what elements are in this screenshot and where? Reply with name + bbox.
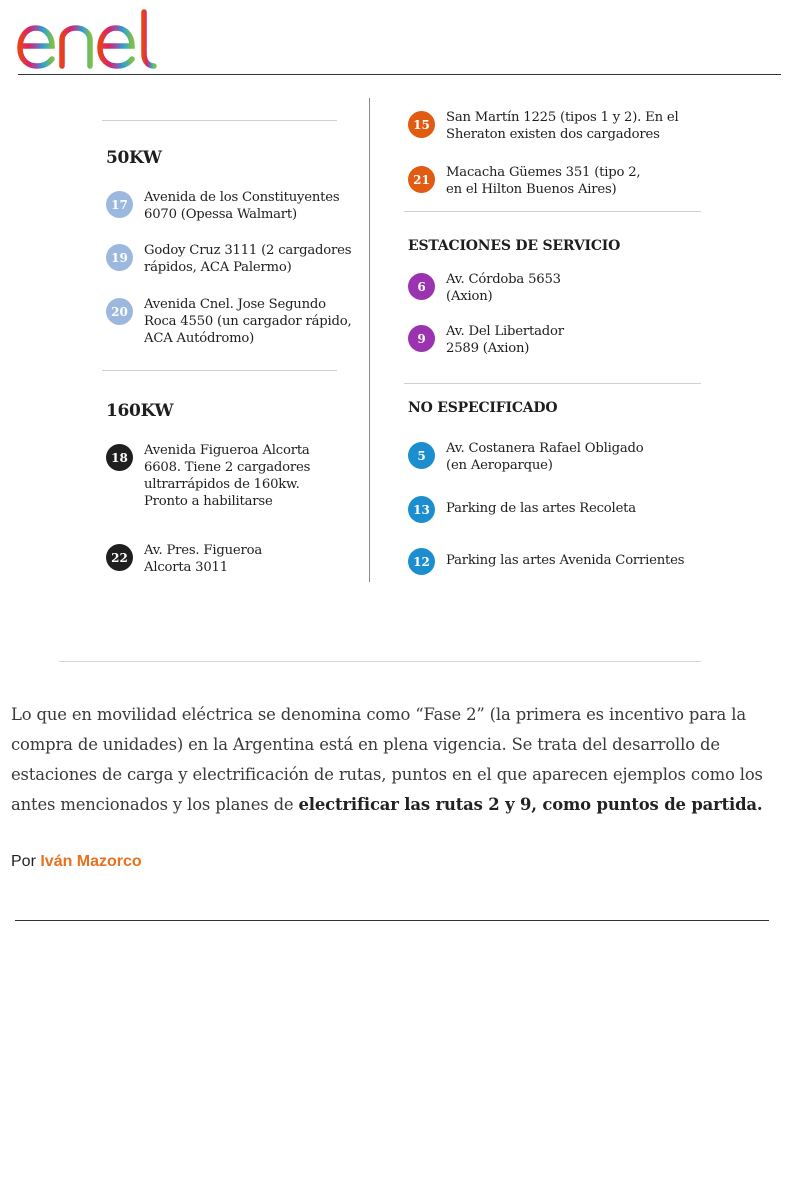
charger-number-badge: 12: [408, 548, 435, 575]
charger-address: Parking las artes Avenida Corrientes: [446, 553, 685, 568]
charger-number-badge: 21: [408, 166, 435, 193]
charger-address: Av. Córdoba 5653 (Axion): [446, 272, 561, 304]
charger-item-15: [408, 109, 679, 143]
charger-number-badge: 17: [106, 191, 133, 218]
charger-number-badge: 5: [408, 442, 435, 469]
charger-address: Avenida de los Constituyentes 6070 (Opessa Walmart): [144, 190, 340, 222]
charger-number-badge: 13: [408, 496, 435, 523]
charger-item-17: [106, 189, 339, 223]
section-rule: [404, 383, 701, 384]
charger-item-13: [408, 494, 636, 523]
charger-address: Godoy Cruz 3111 (2 cargadores rápidos, ACA Palermo): [144, 243, 352, 275]
charger-number-badge: 19: [106, 244, 133, 271]
article-paragraph: [11, 700, 800, 820]
charger-number-badge: 20: [106, 298, 133, 325]
article-highlight: electrificar las rutas 2 y 9, como puntos de partida.: [298, 795, 763, 814]
charger-item-9: [408, 323, 564, 357]
author-link[interactable]: Iván Mazorco: [40, 853, 142, 870]
byline: [11, 853, 142, 871]
charger-address: Avenida Cnel. Jose Segundo Roca 4550 (un cargador rápido, ACA Autódromo): [144, 297, 352, 346]
charger-number-badge: 15: [408, 111, 435, 138]
charger-item-6: [408, 271, 561, 305]
byline-prefix: Por: [11, 853, 41, 870]
charger-number-badge: 22: [106, 544, 133, 571]
charger-item-12: [408, 546, 684, 575]
charger-item-22: [106, 542, 262, 576]
section-rule: [404, 211, 701, 212]
charger-address: San Martín 1225 (tipos 1 y 2). En el Sheraton existen dos cargadores: [446, 110, 679, 142]
charger-address: Av. Costanera Rafael Obligado (en Aeroparque): [446, 441, 644, 473]
charger-address: Av. Pres. Figueroa Alcorta 3011: [144, 543, 263, 575]
section-title-160kw: 160KW: [106, 401, 174, 421]
section-title-50kw: 50KW: [106, 148, 162, 168]
charger-address: Av. Del Libertador 2589 (Axion): [446, 324, 564, 356]
column-divider: [369, 98, 370, 582]
article-text: Lo que en movilidad eléctrica se denomina como “Fase 2” (la primera es incentivo para la compra de unidades) en la Argentina está en plena vigencia. Se trata del desarrollo de estaciones de carga y electrificación de rutas, puntos en el que aparecen ejemplos como los antes mencionados y los planes de: [11, 705, 763, 814]
section-title-no-especificado: NO ESPECIFICADO: [408, 400, 558, 416]
section-title-estaciones: ESTACIONES DE SERVICIO: [408, 238, 621, 254]
section-rule: [102, 120, 337, 121]
charger-item-18: [106, 442, 310, 510]
article-rule: [59, 661, 701, 662]
charger-number-badge: 18: [106, 444, 133, 471]
charger-item-5: [408, 440, 644, 474]
charger-item-20: [106, 296, 352, 347]
section-rule: [102, 370, 337, 371]
enel-logo[interactable]: [16, 8, 180, 70]
charger-number-badge: 6: [408, 273, 435, 300]
charger-number-badge: 9: [408, 325, 435, 352]
charger-address: Parking de las artes Recoleta: [446, 501, 636, 516]
charger-item-19: [106, 242, 351, 276]
footer-rule: [15, 920, 769, 921]
charger-address: Avenida Figueroa Alcorta 6608. Tiene 2 cargadores ultrarrápidos de 160kw. Pronto a habilitarse: [144, 443, 311, 509]
charger-item-21: [408, 164, 640, 198]
charger-address: Macacha Güemes 351 (tipo 2, en el Hilton Buenos Aires): [446, 165, 641, 197]
header-rule: [18, 74, 781, 75]
